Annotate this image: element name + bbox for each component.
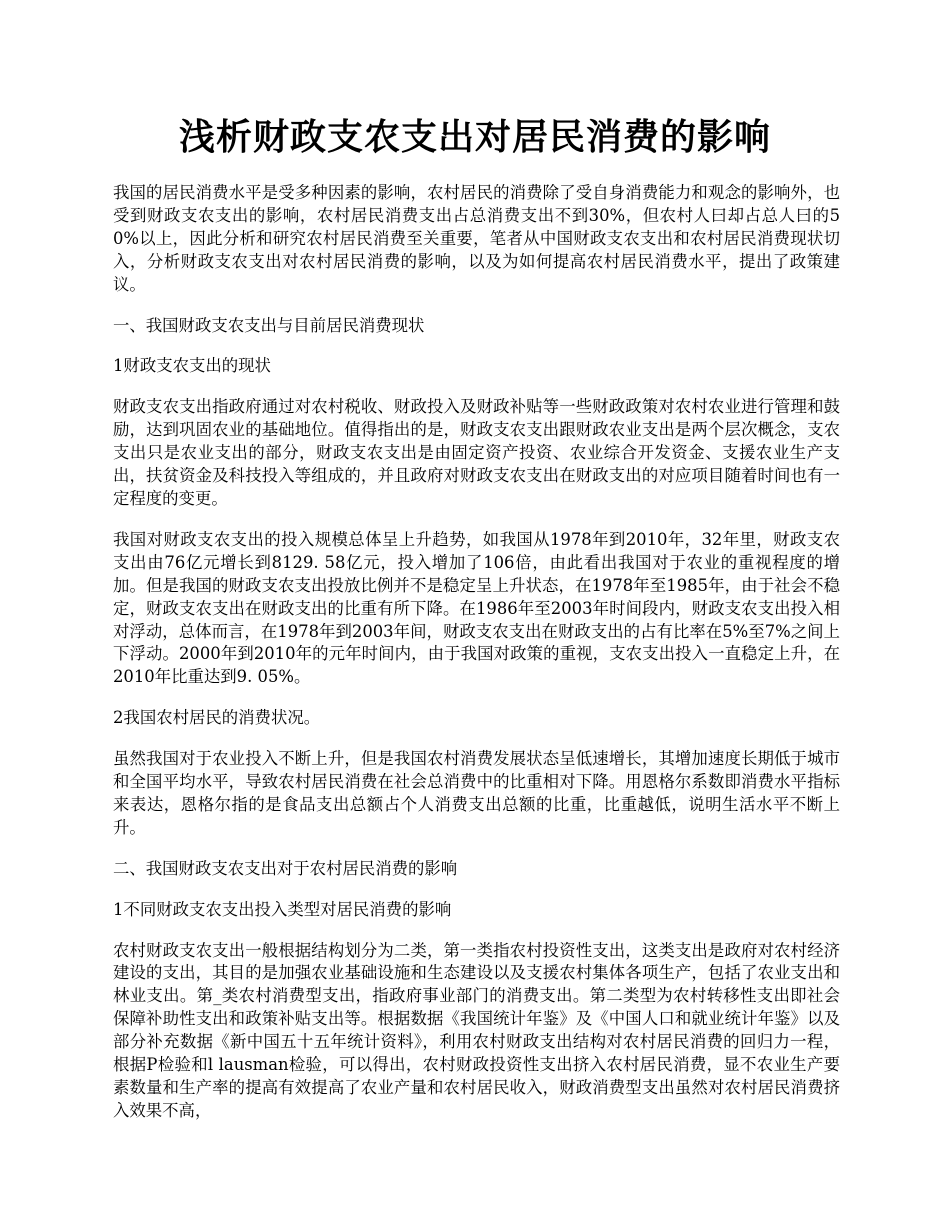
paragraph: 虽然我国对于农业投入不断上升，但是我国农村消费发展状态呈低速增长，其增加速度长期低于城市和全国平均水平，导致农村居民消费在社会总消费中的比重相对下降。用恩格尔系数即消费水平指标来表达，恩格尔指的是食品支出总额占个人消费支出总额的比重，比重越低，说明生活水平不断上升。 bbox=[113, 749, 840, 837]
subsection-heading-1-1: 1财政支农支出的现状 bbox=[113, 356, 271, 376]
document-body bbox=[113, 182, 840, 1141]
section-heading-2: 二、我国财政支农支出对于农村居民消费的影响 bbox=[113, 858, 458, 878]
subsection-heading-1-2: 2我国农村居民的消费状况。 bbox=[113, 708, 321, 728]
paragraph-intro: 我国的居民消费水平是受多种因素的影响，农村居民的消费除了受自身消费能力和观念的影响外，也受到财政支农支出的影响，农村居民消费支出占总消费支出不到30%，但农村人曰却占总人曰的50%以上，因此分析和研究农村居民消费至关重要，笔者从中国财政支农支出和农村居民消费现状切入，分析财政支农支出对农村居民消费的影响，以及为如何提高农村居民消费水平，提出了政策建议。 bbox=[113, 183, 840, 294]
subsection-heading-2-1: 1不同财政支农支出投入类型对居民消费的影响 bbox=[113, 899, 452, 919]
paragraph: 农村财政支农支出一般根据结构划分为二类，第一类指农村投资性支出，这类支出是政府对农村经济建设的支出，其目的是加强农业基础设施和生态建设以及支援农村集体各项生产，包括了农业支出和林业支出。第_类农村消费型支出，指政府事业部门的消费支出。第二类型为农村转移性支出即社会保障补助性支出和政策补贴支出等。根据数据《我国统计年鉴》及《中国人口和就业统计年鉴》以及部分补充数据《新中国五十五年统计资料》，利用农村财政支出结构对农村居民消费的回归力一程，根据P检验和l lausman检验，可以得出，农村财政投资性支出挤入农村居民消费，显不农业生产要素数量和生产率的提高有效提高了农业产量和农村居民收入，财政消费型支出虽然对农村居民消费挤入效果不高， bbox=[113, 940, 840, 1120]
document-title: 浅析财政支农支出对居民消费的影响 bbox=[178, 116, 771, 158]
section-heading-1: 一、我国财政支农支出与目前居民消费现状 bbox=[113, 315, 425, 335]
paragraph: 我国对财政支农支出的投入规模总体呈上升趋势，如我国从1978年到2010年，32年里，财政支农支出由76亿元增长到8129. 58亿元，投入增加了106倍，由此看出我国对于农业的重视程度的增加。但是我国的财政支农支出投放比例并不是稳定呈上升状态，在1978年至1985年，由于社会不稳定，财政支农支出在财政支出的比重有所下降。在1986年至2003年时间段内，财政支农支出投入相对浮动，总体而言，在1978年到2003年间，财政支农支出在财政支出的占有比率在5%至7%之间上下浮动。2000年到2010年的元年时间内，由于我国对政策的重视，支农支出投入一直稳定上升，在2010年比重达到9. 05%。 bbox=[113, 529, 840, 687]
paragraph: 财政支农支出指政府通过对农村税收、财政投入及财政补贴等一些财政政策对农村农业进行管理和鼓励，达到巩固农业的基础地位。值得指出的是，财政支农支出跟财政农业支出是两个层次概念，支农支出只是农业支出的部分，财政支农支出是由固定资产投资、农业综合开发资金、支援农业生产支出，扶贫资金及科技投入等组成的，并且政府对财政支农支出在财政支出的对应项目随着时间也有一定程度的变更。 bbox=[113, 397, 840, 508]
